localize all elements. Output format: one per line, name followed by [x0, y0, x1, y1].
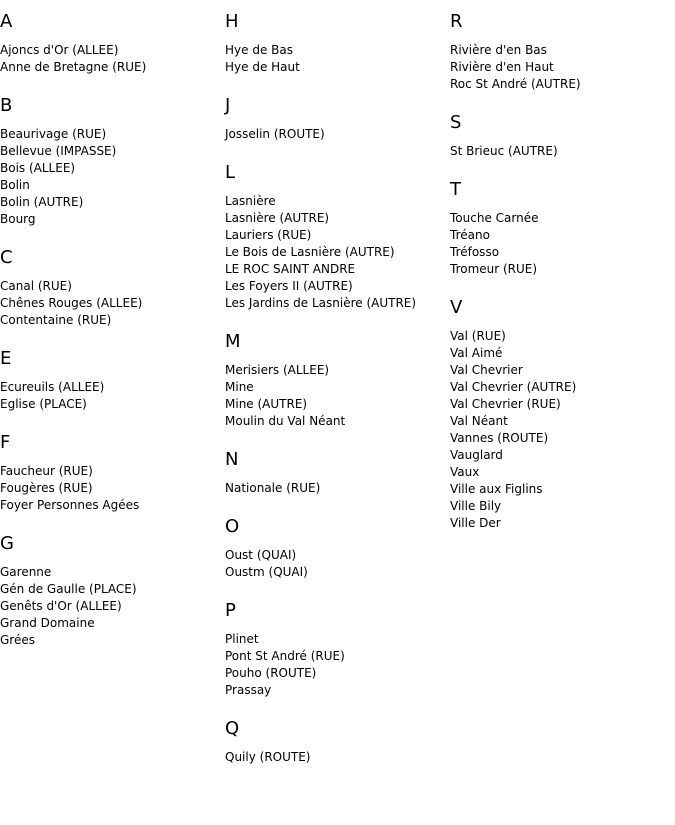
street-entry: Chênes Rouges (ALLEE): [0, 296, 143, 310]
street-entry: Prassay: [225, 683, 272, 697]
section-letter-heading: P: [225, 600, 236, 621]
street-entry: Les Jardins de Lasnière (AUTRE): [225, 296, 417, 310]
street-entry: Tréfosso: [450, 245, 500, 259]
section-letter-heading: B: [0, 95, 13, 116]
street-entry: Ajoncs d'Or (ALLEE): [0, 43, 119, 57]
section-letter-heading: Q: [225, 718, 240, 739]
street-entry: Anne de Bretagne (RUE): [0, 60, 147, 74]
street-entry: Ville Der: [450, 516, 501, 530]
section-letter-heading: N: [225, 449, 239, 470]
street-entry: Tréano: [450, 228, 490, 242]
street-entry: Quily (ROUTE): [225, 750, 311, 764]
street-entry: Eglise (PLACE): [0, 397, 87, 411]
section-letter-heading: A: [0, 11, 13, 32]
street-entry: Faucheur (RUE): [0, 464, 93, 478]
street-entry: Bellevue (IMPASSE): [0, 144, 117, 158]
street-entry: Genêts d'Or (ALLEE): [0, 599, 122, 613]
section-letter-heading: E: [0, 348, 12, 369]
street-entry: Rivière d'en Bas: [450, 43, 547, 57]
street-entry: Lasnière (AUTRE): [225, 211, 330, 225]
section-letter-heading: H: [225, 11, 239, 32]
letter-section: [450, 11, 670, 93]
street-entry: Mine (AUTRE): [225, 397, 308, 411]
section-letter-heading: R: [450, 11, 463, 32]
street-entry: Lauriers (RUE): [225, 228, 312, 242]
letter-section: [225, 331, 445, 430]
street-entry: Josselin (ROUTE): [225, 127, 325, 141]
letter-section: [450, 112, 670, 160]
street-entry: Vauglard: [450, 448, 503, 462]
street-entry: Val Aimé: [450, 346, 503, 360]
section-letter-heading: V: [450, 297, 463, 318]
street-entry: Bolin: [0, 178, 30, 192]
column-1: [0, 11, 220, 668]
street-entry: Les Foyers II (AUTRE): [225, 279, 353, 293]
section-letter-heading: G: [0, 533, 14, 554]
street-entry: Val (RUE): [450, 329, 506, 343]
street-entry: Vaux: [450, 465, 480, 479]
street-entry: Val Chevrier (AUTRE): [450, 380, 577, 394]
street-entry: Tromeur (RUE): [450, 262, 538, 276]
letter-section: [0, 247, 220, 329]
street-entry: Roc St André (AUTRE): [450, 77, 581, 91]
street-entry: Vannes (ROUTE): [450, 431, 549, 445]
street-entry: Val Chevrier: [450, 363, 523, 377]
street-entry: Merisiers (ALLEE): [225, 363, 330, 377]
street-entry: Contentaine (RUE): [0, 313, 112, 327]
street-entry: Touche Carnée: [450, 211, 539, 225]
street-entry: Bolin (AUTRE): [0, 195, 84, 209]
street-entry: Bourg: [0, 212, 36, 226]
section-letter-heading: L: [225, 162, 236, 183]
street-entry: Nationale (RUE): [225, 481, 321, 495]
column-2: [225, 11, 445, 785]
street-entry: Rivière d'en Haut: [450, 60, 554, 74]
street-entry: LE ROC SAINT ANDRE: [225, 262, 356, 276]
street-entry: Pouho (ROUTE): [225, 666, 317, 680]
street-entry: Le Bois de Lasnière (AUTRE): [225, 245, 395, 259]
street-entry: Ville aux Figlins: [450, 482, 543, 496]
street-entry: Hye de Bas: [225, 43, 293, 57]
letter-section: [0, 11, 220, 76]
letter-section: [0, 95, 220, 228]
street-entry: Oustm (QUAI): [225, 565, 308, 579]
street-entry: Ecureuils (ALLEE): [0, 380, 105, 394]
street-entry: Grand Domaine: [0, 616, 95, 630]
letter-section: [0, 348, 220, 413]
street-entry: Garenne: [0, 565, 52, 579]
street-entry: Ville Bily: [450, 499, 502, 513]
street-entry: Pont St André (RUE): [225, 649, 345, 663]
street-entry: Mine: [225, 380, 254, 394]
street-entry: St Brieuc (AUTRE): [450, 144, 558, 158]
street-entry: Plinet: [225, 632, 259, 646]
street-entry: Gén de Gaulle (PLACE): [0, 582, 137, 596]
section-letter-heading: T: [450, 179, 461, 200]
section-letter-heading: O: [225, 516, 240, 537]
letter-section: [0, 533, 220, 649]
street-entry: Moulin du Val Néant: [225, 414, 346, 428]
street-entry: Beaurivage (RUE): [0, 127, 107, 141]
section-letter-heading: S: [450, 112, 462, 133]
letter-section: [225, 449, 445, 497]
street-entry: Canal (RUE): [0, 279, 72, 293]
letter-section: [225, 162, 445, 312]
street-entry: Bois (ALLEE): [0, 161, 76, 175]
street-entry: Lasnière: [225, 194, 276, 208]
letter-section: [225, 718, 445, 766]
letter-section: [450, 297, 670, 532]
street-entry: Grées: [0, 633, 35, 647]
section-letter-heading: M: [225, 331, 241, 352]
street-entry: Val Néant: [450, 414, 508, 428]
section-letter-heading: C: [0, 247, 13, 268]
letter-section: [225, 600, 445, 699]
street-entry: Fougères (RUE): [0, 481, 93, 495]
column-3: [450, 11, 670, 551]
letter-section: [225, 11, 445, 76]
street-entry: Hye de Haut: [225, 60, 300, 74]
street-entry: Oust (QUAI): [225, 548, 297, 562]
letter-section: [450, 179, 670, 278]
letter-section: [225, 516, 445, 581]
street-entry: Foyer Personnes Agées: [0, 498, 140, 512]
letter-section: [0, 432, 220, 514]
letter-section: [225, 95, 445, 143]
street-entry: Val Chevrier (RUE): [450, 397, 561, 411]
section-letter-heading: F: [0, 432, 11, 453]
section-letter-heading: J: [225, 95, 231, 116]
